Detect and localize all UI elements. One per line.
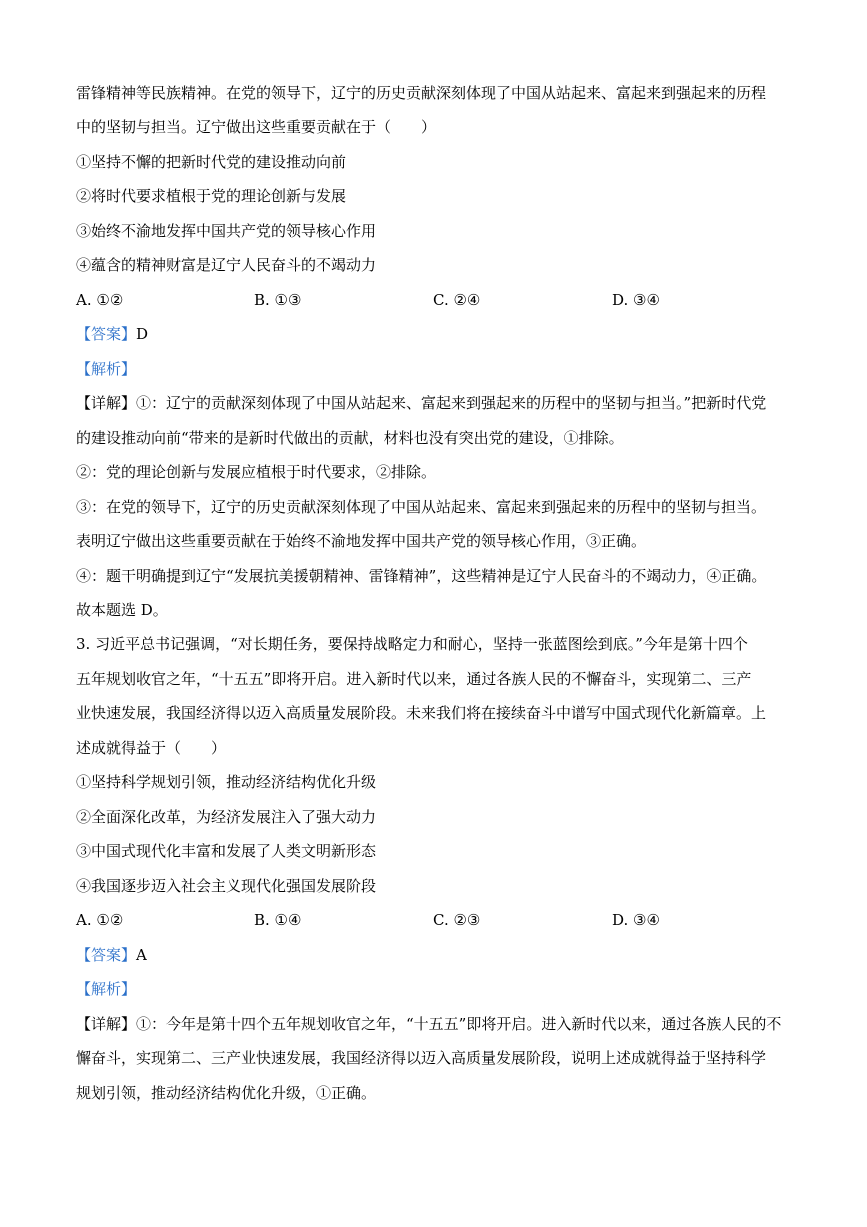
q2-detail-tag: 【详解】: [76, 394, 137, 412]
q2-item-1: ①坚持不懈的把新时代党的建设推动向前: [76, 153, 347, 171]
q3-stem-line-2: 五年规划收官之年，“十五五”即将开启。进入新时代以来，通过各族人民的不懈奋斗，实现第二、三产: [76, 670, 752, 688]
q2-analysis-tag: 【解析】: [76, 360, 137, 378]
q3-answer-tag: 【答案】: [76, 946, 137, 964]
q2-options: [76, 290, 776, 310]
q3-item-4: ④我国逐步迈入社会主义现代化强国发展阶段: [76, 877, 377, 895]
q2-item-4: ④蕴含的精神财富是辽宁人民奋斗的不竭动力: [76, 256, 377, 274]
q3-options: [76, 910, 776, 930]
q2-detail-line-6: ④：题干明确提到辽宁“发展抗美援朝精神、雷锋精神”，这些精神是辽宁人民奋斗的不竭动力，④正确。: [76, 567, 767, 585]
q2-item-2: ②将时代要求植根于党的理论创新与发展: [76, 187, 347, 205]
q2-detail-line-5: 表明辽宁做出这些重要贡献在于始终不渝地发挥中国共产党的领导核心作用，③正确。: [76, 532, 647, 550]
q3-answer-value: A: [136, 946, 147, 964]
q2-option-b: B. ①③: [254, 291, 302, 309]
q2-item-3: ③始终不渝地发挥中国共产党的领导核心作用: [76, 222, 377, 240]
q3-stem-line-3: 业快速发展，我国经济得以迈入高质量发展阶段。未来我们将在接续奋斗中谱写中国式现代化新篇章。上: [76, 704, 767, 722]
q2-option-c: C. ②④: [433, 291, 481, 309]
q2-detail-line-3: ②：党的理论创新与发展应植根于时代要求，②排除。: [76, 463, 437, 481]
q3-detail-line-2: 懈奋斗，实现第二、三产业快速发展，我国经济得以迈入高质量发展阶段，说明上述成就得益于坚持科学: [76, 1049, 767, 1067]
q2-answer-tag: 【答案】: [76, 325, 137, 343]
q2-detail-line-4: ③：在党的领导下，辽宁的历史贡献深刻体现了中国从站起来、富起来到强起来的历程中的坚韧与担当。: [76, 498, 767, 516]
q3-option-a: A. ①②: [76, 911, 124, 929]
q2-stem-line-2: 中的坚韧与担当。辽宁做出这些重要贡献在于（ ）: [76, 118, 437, 136]
q2-detail-line-2: 的建设推动向前“带来的是新时代做出的贡献，材料也没有突出党的建设，①排除。: [76, 429, 624, 447]
q3-stem-line-1: 3. 习近平总书记强调，“对长期任务，要保持战略定力和耐心，坚持一张蓝图绘到底。”今年是第十四个: [76, 635, 748, 653]
q3-item-2: ②全面深化改革，为经济发展注入了强大动力: [76, 808, 377, 826]
q2-answer-value: D: [136, 325, 149, 343]
q3-option-b: B. ①④: [254, 911, 302, 929]
q3-option-d: D. ③④: [612, 911, 660, 929]
q3-detail-line-3: 规划引领，推动经济结构优化升级，①正确。: [76, 1084, 377, 1102]
q2-detail-line-1: [76, 393, 766, 413]
q2-option-a: A. ①②: [76, 291, 124, 309]
q2-answer: [76, 324, 148, 344]
q3-item-3: ③中国式现代化丰富和发展了人类文明新形态: [76, 842, 377, 860]
q3-detail-text-1: ①：今年是第十四个五年规划收官之年，“十五五”即将开启。进入新时代以来，通过各族人民的不: [136, 1015, 782, 1033]
q3-answer: [76, 945, 147, 965]
q3-analysis-tag: 【解析】: [76, 980, 137, 998]
q2-stem-line-1: 雷锋精神等民族精神。在党的领导下，辽宁的历史贡献深刻体现了中国从站起来、富起来到强起来的历程: [76, 84, 767, 102]
q2-detail-line-7: 故本题选 D。: [76, 601, 168, 619]
q3-stem-line-4: 述成就得益于（ ）: [76, 739, 227, 757]
q3-detail-tag: 【详解】: [76, 1015, 137, 1033]
q3-detail-line-1: [76, 1014, 781, 1034]
q3-item-1: ①坚持科学规划引领，推动经济结构优化升级: [76, 773, 377, 791]
q2-option-d: D. ③④: [612, 291, 660, 309]
q3-option-c: C. ②③: [433, 911, 481, 929]
q2-detail-text-1: ①：辽宁的贡献深刻体现了中国从站起来、富起来到强起来的历程中的坚韧与担当。”把新时代党: [136, 394, 767, 412]
